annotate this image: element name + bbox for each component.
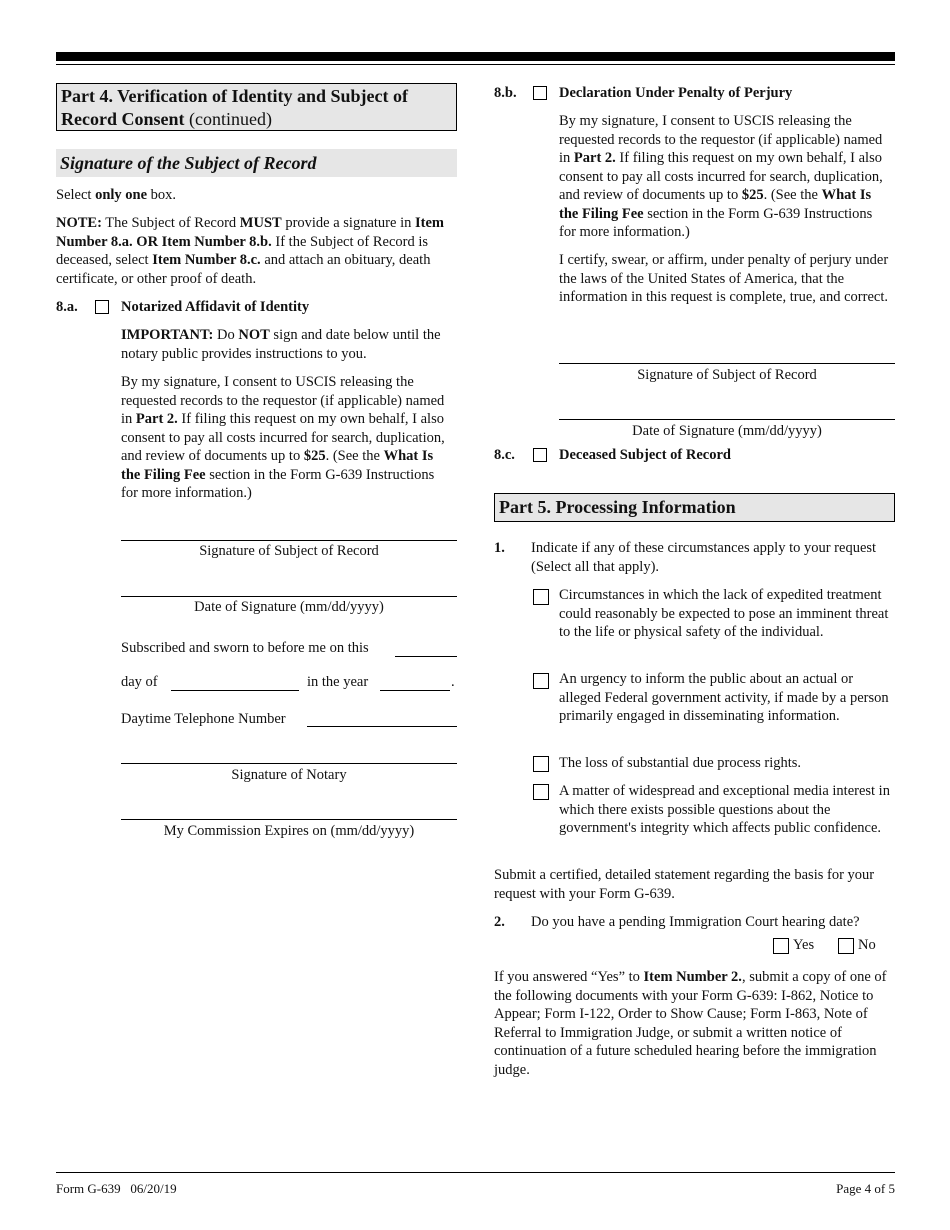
commission-line[interactable] [121,819,457,820]
top-line [56,64,895,65]
q2-no-checkbox[interactable] [838,938,854,954]
q1-option-2-checkbox[interactable] [533,673,549,689]
item-8b-consent: By my signature, I consent to USCIS releasing the requested records to the requestor (if applicable) named in Part 2. If filing this request on my own behalf, I also consent to pay all costs incurred for search, duplication, and review of documents up to $25. (See the What Is the Filing Fee section in the Form G-639 Instructions for more information.) [559,113,883,240]
item-8b-signature-line[interactable] [559,363,895,364]
note-paragraph: NOTE: The Subject of Record MUST provide a signature in Item Number 8.a. OR Item Number 8.b. If the Subject of Record is deceased, select Item Number 8.c. and attach an obituary, death certificate, or other proof of death. [56,215,444,287]
part5-title: Part 5. Processing Information [499,497,736,517]
part5-header [494,493,895,522]
notary-signature-line[interactable] [121,763,457,764]
part4-title: Part 4. Verification of Identity and Subject of Record Consent [61,86,408,129]
item-8a-title: Notarized Affidavit of Identity [121,299,310,315]
item-8c-number: 8.c. [494,447,515,463]
item-8a-number: 8.a. [56,299,78,315]
q1-option-1-checkbox[interactable] [533,589,549,605]
year-period: . [451,674,455,690]
q1-option-1-text: Circumstances in which the lack of expedited treatment could reasonably be expected to pose an imminent threat to the life or physical safety of the individual. [559,587,889,640]
commission-label: My Commission Expires on (mm/dd/yyyy) [163,823,415,839]
year-field[interactable] [380,676,450,691]
q2-followup: If you answered “Yes” to Item Number 2., submit a copy of one of the following documents with your Form G-639: I-862, Notice to Appear; Form I-122, Order to Show Cause; Form I-863, Note of Referral to Immigration Judge, or submit a written notice of continuation of a future scheduled hearing before the immigration judge. [494,969,887,1078]
item-8a-consent: By my signature, I consent to USCIS releasing the requested records to the requestor (if applicable) named in Part 2. If filing this request on my own behalf, I also consent to pay all costs incurred for search, duplication, and review of documents up to $25. (See the What Is the Filing Fee section in the Form G-639 Instructions for more information.) [121,374,445,501]
item-8b-number: 8.b. [494,85,517,101]
item-8a-important: IMPORTANT: Do NOT sign and date below until the notary public provides instructions to you. [121,327,441,362]
q1-option-4-text: A matter of widespread and exceptional media interest in which there exists possible questions about the government's integrity which affects public confidence. [559,783,890,836]
item-8c-title: Deceased Subject of Record [559,447,731,463]
day-of-label: day of [121,674,158,690]
item-8b-certify: I certify, swear, or affirm, under penalty of perjury under the laws of the United States of America, that the information in this request is complete, true, and correct. [559,252,889,305]
q1-option-3-text: The loss of substantial due process rights. [559,755,802,771]
footer-page-number: Page 4 of 5 [836,1181,895,1196]
item-8b-date-label: Date of Signature (mm/dd/yyyy) [632,423,822,439]
item-8a-checkbox[interactable] [95,300,109,314]
phone-field[interactable] [307,712,457,727]
top-bar [56,52,895,61]
item-8b-title: Declaration Under Penalty of Perjury [559,85,793,101]
q2-number: 2. [494,914,505,930]
q1-text: Indicate if any of these circumstances apply to your request (Select all that apply). [531,540,877,575]
select-instruction: Select only one box. [56,187,177,203]
notary-signature-label: Signature of Notary [231,767,347,783]
q1-submit-note: Submit a certified, detailed statement regarding the basis for your request with your Form G-639. [494,867,875,902]
q2-yes-label: Yes [793,937,815,953]
part4-continued: (continued) [184,109,272,129]
q1-option-2-text: An urgency to inform the public about an actual or alleged Federal government activity, if made by a person primarily engaged in disseminating information. [559,671,889,724]
month-field[interactable] [171,676,299,691]
phone-label: Daytime Telephone Number [121,711,286,727]
footer-rule [56,1172,895,1173]
signature-section-heading: Signature of the Subject of Record [56,149,457,177]
item-8b-signature-label: Signature of Subject of Record [637,367,817,383]
item-8a-signature-line[interactable] [121,540,457,541]
sworn-label: Subscribed and sworn to before me on this [121,640,369,656]
item-8c-checkbox[interactable] [533,448,547,462]
q1-number: 1. [494,540,505,556]
item-8a-date-line[interactable] [121,596,457,597]
item-8b-date-line[interactable] [559,419,895,420]
item-8b-checkbox[interactable] [533,86,547,100]
in-the-year-label: in the year [307,674,369,690]
q1-option-3-checkbox[interactable] [533,756,549,772]
item-8a-signature-label: Signature of Subject of Record [199,543,379,559]
sworn-day-field[interactable] [395,642,457,657]
footer-form-id: Form G-639 06/20/19 [56,1181,177,1196]
q2-yes-checkbox[interactable] [773,938,789,954]
q1-option-4-checkbox[interactable] [533,784,549,800]
q2-text: Do you have a pending Immigration Court hearing date? [531,914,860,930]
part4-header [56,83,457,131]
q2-no-label: No [858,937,876,953]
item-8a-date-label: Date of Signature (mm/dd/yyyy) [194,599,384,615]
